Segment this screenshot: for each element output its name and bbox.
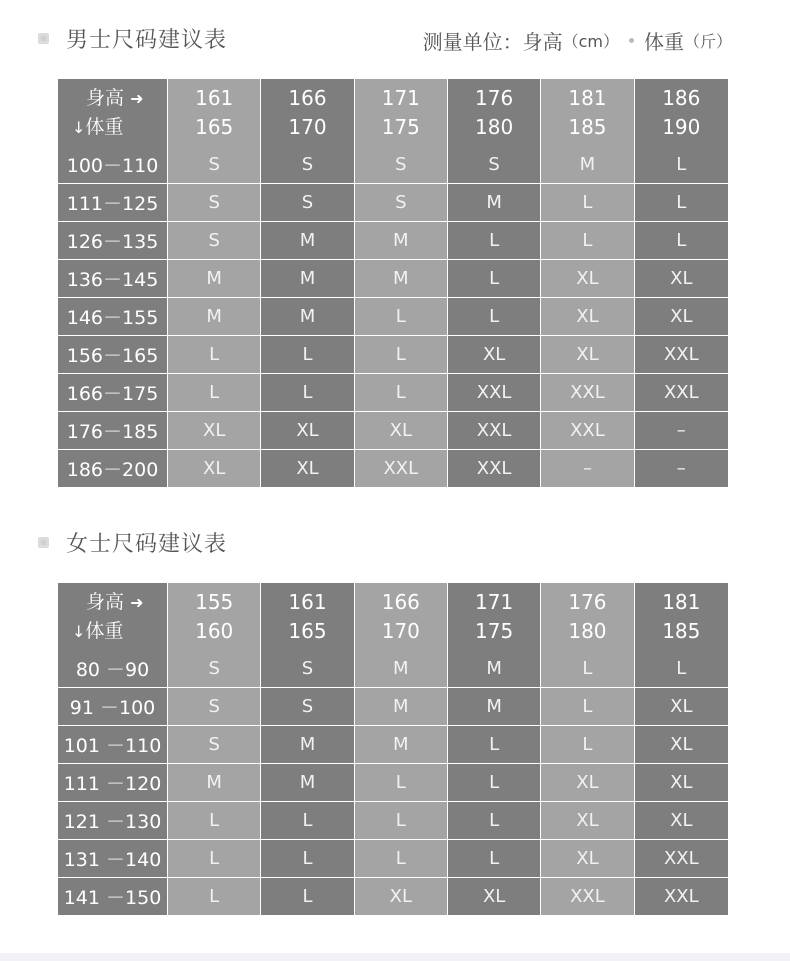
height-range-header: [261, 583, 354, 650]
weight-range-cell: 111－125: [58, 184, 168, 222]
size-cell: XL: [635, 802, 728, 840]
size-cell: M: [541, 146, 634, 184]
height-range-high: 180: [475, 114, 514, 139]
weight-range-cell: 156－165: [58, 336, 168, 374]
table-row: [58, 764, 728, 802]
women-size-table: [58, 583, 728, 915]
size-cell: XL: [635, 726, 728, 764]
size-cell: L: [448, 840, 541, 878]
table-row: [58, 450, 728, 487]
height-range-header: [635, 79, 728, 146]
weight-range-cell: 186－200: [58, 450, 168, 487]
height-range-header: [168, 583, 261, 650]
weight-range-cell: 131 －140: [58, 840, 168, 878]
height-range-high: 185: [568, 114, 607, 139]
size-cell: XL: [541, 260, 634, 298]
size-cell: M: [355, 688, 448, 726]
size-cell: M: [168, 298, 261, 336]
women-section-heading: [38, 529, 227, 555]
size-cell: S: [168, 146, 261, 184]
size-cell: XXL: [448, 412, 541, 450]
arrow-right-icon: ➜: [130, 592, 144, 612]
size-cell: XL: [168, 412, 261, 450]
size-cell: XXL: [541, 374, 634, 412]
height-range-low: 171: [475, 589, 514, 614]
size-cell: XXL: [635, 878, 728, 915]
women-table-title: 女士尺码建议表: [66, 531, 228, 557]
size-cell: M: [261, 726, 354, 764]
height-range-high: 170: [288, 114, 327, 139]
height-range-low: 176: [568, 589, 607, 614]
weight-range-cell: 176－185: [58, 412, 168, 450]
weight-range-cell: 146－155: [58, 298, 168, 336]
size-cell: L: [635, 222, 728, 260]
weight-range-cell: 80 －90: [58, 650, 168, 688]
corner-cell: [58, 583, 168, 650]
measurement-unit-note: [423, 26, 732, 55]
weight-range-cell: 166－175: [58, 374, 168, 412]
height-range-high: 190: [662, 114, 701, 139]
size-cell: L: [355, 374, 448, 412]
height-range-low: 186: [662, 85, 701, 110]
table-row: [58, 260, 728, 298]
size-cell: S: [168, 726, 261, 764]
size-cell: S: [261, 650, 354, 688]
size-cell: L: [635, 650, 728, 688]
size-cell: XL: [635, 764, 728, 802]
size-cell: XL: [635, 688, 728, 726]
size-cell: XXL: [448, 450, 541, 487]
size-cell: L: [355, 764, 448, 802]
weight-range-cell: 136－145: [58, 260, 168, 298]
table-row: [58, 650, 728, 688]
size-cell: M: [261, 764, 354, 802]
height-range-header: [541, 79, 634, 146]
height-range-low: 166: [381, 589, 420, 614]
weight-range-cell: 141 －150: [58, 878, 168, 915]
size-cell: XXL: [635, 374, 728, 412]
size-cell: L: [355, 298, 448, 336]
height-range-high: 175: [381, 114, 420, 139]
height-range-high: 165: [288, 618, 327, 643]
size-cell: M: [261, 260, 354, 298]
weight-range-cell: 126－135: [58, 222, 168, 260]
size-cell: L: [448, 260, 541, 298]
size-cell: L: [355, 840, 448, 878]
size-cell: L: [448, 222, 541, 260]
bottom-strip: [0, 953, 790, 961]
size-cell: XL: [541, 840, 634, 878]
height-range-low: 181: [662, 589, 701, 614]
height-range-header: [448, 79, 541, 146]
height-range-header: [541, 583, 634, 650]
unit-jin: （斤）: [683, 32, 732, 51]
size-cell: L: [541, 184, 634, 222]
size-cell: M: [261, 298, 354, 336]
size-cell: L: [168, 840, 261, 878]
height-range-high: 165: [195, 114, 234, 139]
arrow-right-icon: ➜: [130, 88, 144, 108]
table-row: [58, 298, 728, 336]
table-row: [58, 222, 728, 260]
size-cell: XL: [355, 878, 448, 915]
header-row: [58, 79, 728, 146]
size-cell: XXL: [541, 412, 634, 450]
corner-cell: [58, 79, 168, 146]
height-range-low: 161: [195, 85, 234, 110]
size-cell: S: [261, 688, 354, 726]
height-range-header: [168, 79, 261, 146]
square-bullet-icon: [38, 537, 49, 548]
size-cell: M: [355, 726, 448, 764]
size-cell: L: [541, 726, 634, 764]
size-cell: L: [541, 688, 634, 726]
table-row: [58, 726, 728, 764]
size-cell: L: [261, 840, 354, 878]
weight-range-cell: 91 －100: [58, 688, 168, 726]
size-cell: –: [635, 450, 728, 487]
height-range-low: 161: [288, 589, 327, 614]
weight-range-cell: 121 －130: [58, 802, 168, 840]
size-cell: L: [168, 878, 261, 915]
size-cell: XL: [635, 260, 728, 298]
corner-weight-label: 体重: [85, 115, 124, 138]
height-range-header: [355, 79, 448, 146]
size-cell: L: [541, 650, 634, 688]
size-cell: XL: [448, 336, 541, 374]
size-cell: M: [168, 764, 261, 802]
table-row: [58, 374, 728, 412]
size-cell: S: [168, 688, 261, 726]
height-range-low: 155: [195, 589, 234, 614]
size-cell: S: [168, 650, 261, 688]
corner-height-label: 身高: [86, 86, 125, 109]
size-cell: XL: [635, 298, 728, 336]
size-cell: L: [355, 802, 448, 840]
size-cell: L: [168, 374, 261, 412]
size-cell: L: [261, 878, 354, 915]
table-row: [58, 412, 728, 450]
size-cell: L: [168, 802, 261, 840]
separator-dot-icon: [629, 38, 634, 43]
size-cell: XL: [541, 802, 634, 840]
size-cell: S: [355, 184, 448, 222]
height-range-low: 171: [381, 85, 420, 110]
arrow-down-icon: ↓: [72, 621, 86, 641]
size-cell: –: [635, 412, 728, 450]
table-row: [58, 878, 728, 915]
size-cell: S: [168, 222, 261, 260]
size-cell: M: [448, 688, 541, 726]
height-range-high: 170: [381, 618, 420, 643]
size-cell: XL: [261, 412, 354, 450]
size-cell: L: [448, 298, 541, 336]
size-cell: XXL: [541, 878, 634, 915]
size-cell: M: [261, 222, 354, 260]
size-cell: XL: [541, 764, 634, 802]
size-cell: M: [448, 650, 541, 688]
height-range-header: [448, 583, 541, 650]
size-cell: L: [448, 764, 541, 802]
height-range-low: 176: [475, 85, 514, 110]
size-cell: L: [168, 336, 261, 374]
size-cell: XL: [261, 450, 354, 487]
table-row: [58, 146, 728, 184]
unit-weight-label: 体重: [643, 30, 684, 54]
arrow-down-icon: ↓: [72, 117, 86, 137]
weight-range-cell: 101 －110: [58, 726, 168, 764]
size-cell: M: [355, 650, 448, 688]
size-cell: XL: [541, 336, 634, 374]
size-cell: XL: [168, 450, 261, 487]
height-range-header: [261, 79, 354, 146]
size-cell: L: [635, 146, 728, 184]
size-cell: XXL: [635, 336, 728, 374]
header-row: [58, 583, 728, 650]
size-cell: M: [448, 184, 541, 222]
size-cell: S: [261, 184, 354, 222]
men-size-table: [58, 79, 728, 487]
corner-height-label: 身高: [86, 590, 125, 613]
size-cell: L: [355, 336, 448, 374]
size-cell: M: [355, 222, 448, 260]
size-cell: M: [168, 260, 261, 298]
size-cell: L: [261, 336, 354, 374]
men-table-title: 男士尺码建议表: [66, 27, 228, 53]
men-section-heading: [38, 25, 227, 51]
size-cell: –: [541, 450, 634, 487]
unit-label: 测量单位：身高: [422, 30, 563, 54]
size-cell: S: [355, 146, 448, 184]
table-row: [58, 802, 728, 840]
size-cell: XL: [355, 412, 448, 450]
size-cell: XL: [541, 298, 634, 336]
size-cell: S: [261, 146, 354, 184]
height-range-low: 166: [288, 85, 327, 110]
height-range-header: [355, 583, 448, 650]
square-bullet-icon: [38, 33, 49, 44]
size-cell: L: [448, 726, 541, 764]
size-cell: L: [261, 802, 354, 840]
height-range-high: 175: [475, 618, 514, 643]
size-cell: M: [355, 260, 448, 298]
unit-cm: （cm）: [562, 32, 619, 51]
size-cell: XXL: [448, 374, 541, 412]
height-range-header: [635, 583, 728, 650]
size-cell: L: [635, 184, 728, 222]
size-cell: L: [448, 802, 541, 840]
table-row: [58, 336, 728, 374]
table-row: [58, 184, 728, 222]
size-cell: XXL: [355, 450, 448, 487]
size-cell: S: [448, 146, 541, 184]
height-range-low: 181: [568, 85, 607, 110]
table-row: [58, 688, 728, 726]
size-cell: S: [168, 184, 261, 222]
height-range-high: 185: [662, 618, 701, 643]
height-range-high: 180: [568, 618, 607, 643]
size-cell: L: [541, 222, 634, 260]
weight-range-cell: 111 －120: [58, 764, 168, 802]
table-row: [58, 840, 728, 878]
size-cell: XL: [448, 878, 541, 915]
size-cell: XXL: [635, 840, 728, 878]
weight-range-cell: 100－110: [58, 146, 168, 184]
size-cell: L: [261, 374, 354, 412]
corner-weight-label: 体重: [85, 619, 124, 642]
height-range-high: 160: [195, 618, 234, 643]
